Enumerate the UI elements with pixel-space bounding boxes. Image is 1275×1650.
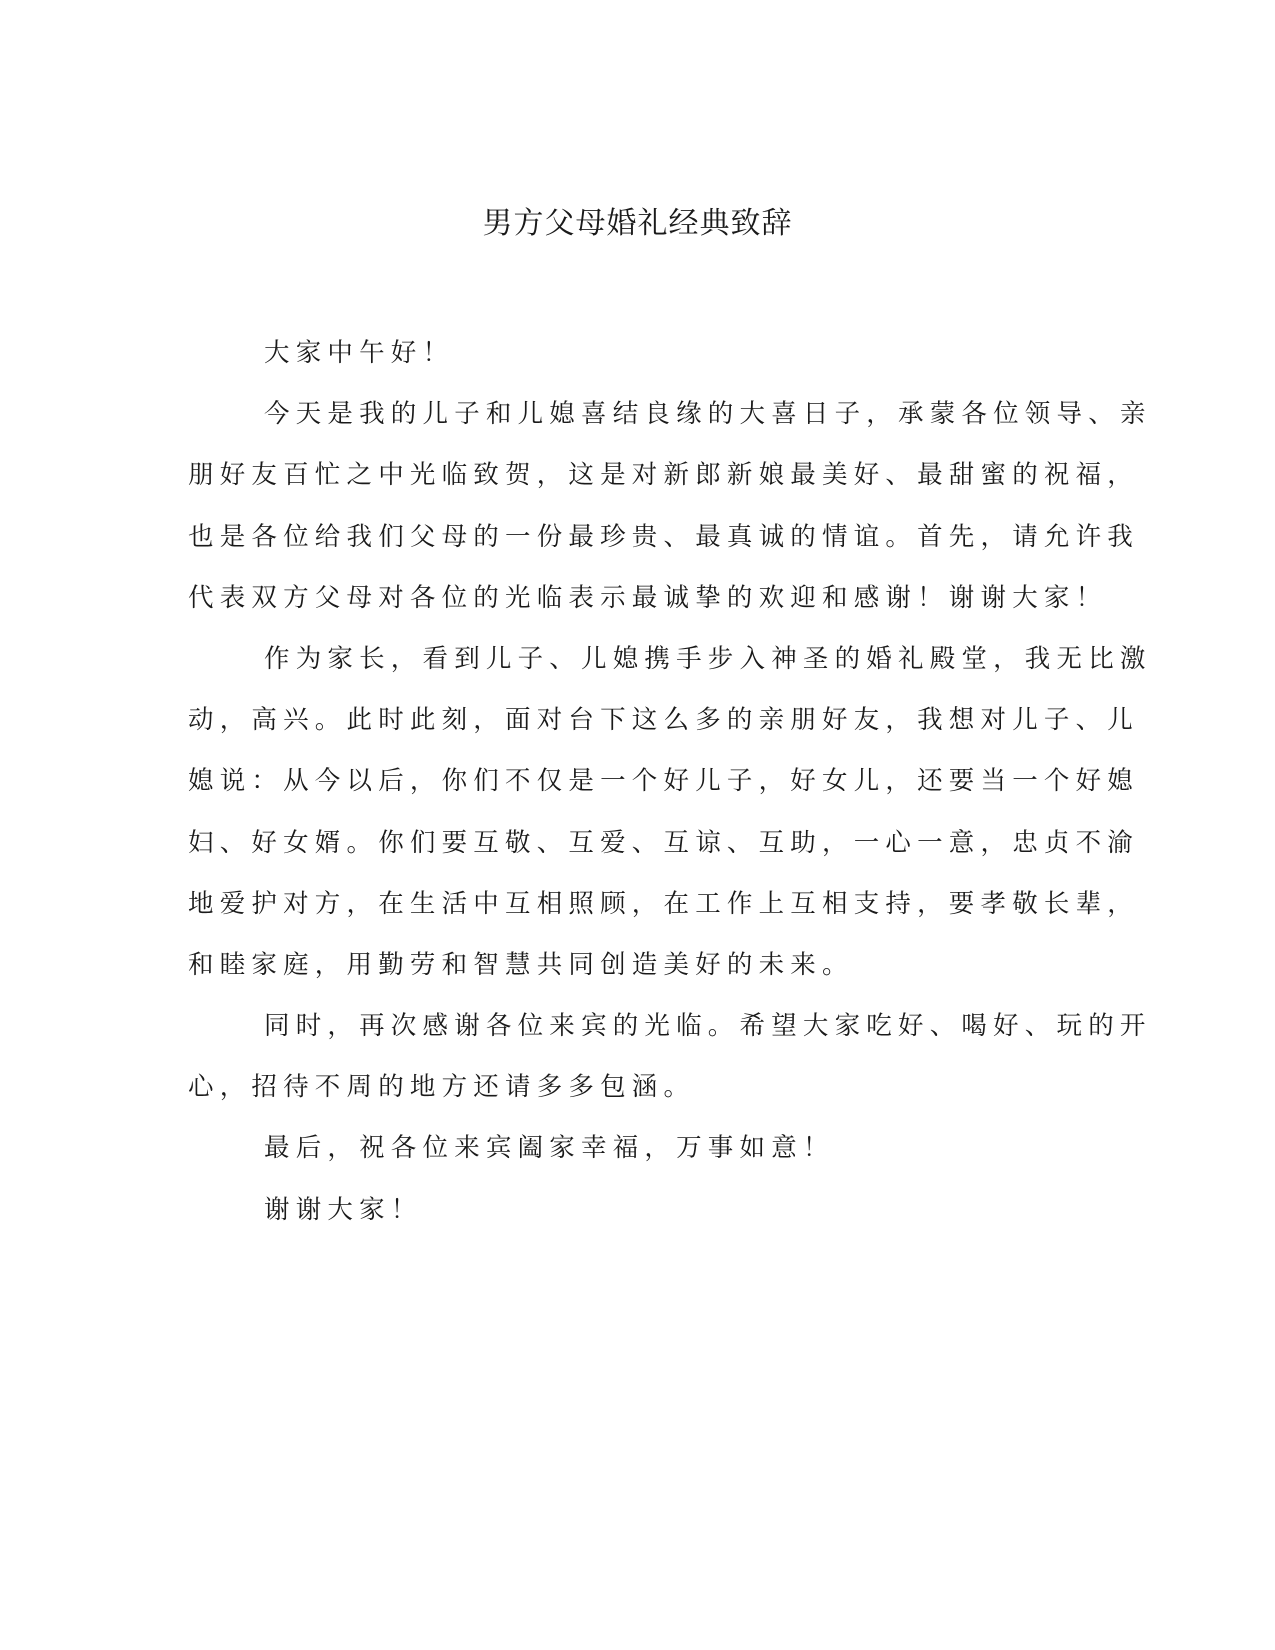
text-line: 最后，祝各位来宾阖家幸福，万事如意！ [264, 1133, 835, 1164]
text-line: 作为家长，看到儿子、儿媳携手步入神圣的婚礼殿堂，我无比激 [264, 643, 1152, 674]
text-line: 代表双方父母对各位的光临表示最诚挚的欢迎和感谢！谢谢大家！ [188, 582, 1108, 613]
text-line: 动，高兴。此时此刻，面对台下这么多的亲朋好友，我想对儿子、儿 [188, 705, 1140, 736]
text-line: 大家中午好！ [264, 338, 455, 368]
text-line: 谢谢大家！ [264, 1194, 423, 1225]
text-line: 朋好友百忙之中光临致贺，这是对新郎新娘最美好、最甜蜜的祝福， [188, 460, 1140, 491]
text-line: 媳说：从今以后，你们不仅是一个好儿子，好女儿，还要当一个好媳 [188, 766, 1140, 797]
text-line: 也是各位给我们父母的一份最珍贵、最真诚的情谊。首先，请允许我 [188, 521, 1140, 552]
text-line: 心，招待不周的地方还请多多包涵。 [188, 1072, 696, 1103]
text-line: 今天是我的儿子和儿媳喜结良缘的大喜日子，承蒙各位领导、亲 [264, 399, 1152, 430]
document-body [188, 323, 1152, 1241]
text-line: 妇、好女婿。你们要互敬、互爱、互谅、互助，一心一意，忠贞不渝 [188, 827, 1140, 858]
text-line: 同时，再次感谢各位来宾的光临。希望大家吃好、喝好、玩的开 [264, 1011, 1152, 1042]
text-line: 和睦家庭，用勤劳和智慧共同创造美好的未来。 [188, 949, 854, 980]
document-title: 男方父母婚礼经典致辞 [482, 206, 793, 241]
text-line: 地爱护对方，在生活中互相照顾，在工作上互相支持，要孝敬长辈， [188, 888, 1140, 919]
